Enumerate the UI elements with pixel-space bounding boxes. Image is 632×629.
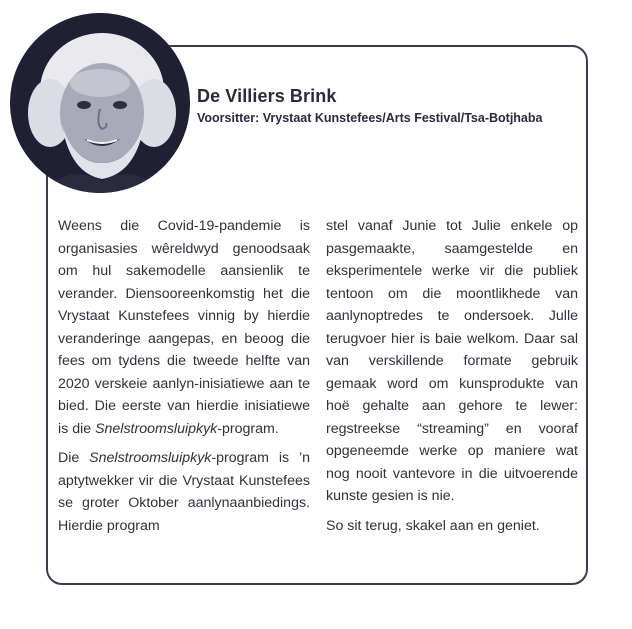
paragraph: stel vanaf Junie tot Julie enkele op pasgemaakte, saamgestelde en eksperimentele werke vir die publiek tentoon om die moontlikhede van aanlynoptredes te ondersoek. Julle terugvoer hier is baie welkom. Daar sal van verskillende formate gebruik gemaak word om kunsprodukte van hoë gehalte aan gehore te lewer: regstreekse “streaming” en vooraf opgeneemde werke op maniere wat nog nooit vantevore in die uitvoerende kunste gesien is nie. [326, 218, 578, 504]
paragraph [58, 215, 310, 440]
person-role: Voorsitter: Vrystaat Kunstefees/Arts Festival/Tsa-Botjhaba [197, 111, 543, 125]
text-column-right [326, 215, 578, 544]
portrait-photo [10, 13, 190, 193]
paragraph-text: -program is ’n aptytwekker vir die Vrystaat Kunstefees se groter Oktober aanlynaanbiedings. Hierdie program [58, 450, 310, 534]
portrait-illustration [10, 13, 190, 193]
paragraph-text: -program. [217, 420, 279, 437]
paragraph-text: Weens die Covid-19-pandemie is organisasies wêreldwyd genoodsaak om hul sakemodelle aansienlik te verander. Diensooreenkomstig het die Vrystaat Kunstefees vinnig by hierdie veranderinge aangepas, en beoog die fees om tydens die tweede helfte van 2020 verskeie aanlyn-inisiatiewe aan te bied. Die eerste van hierdie inisiatiewe is die [58, 218, 310, 437]
paragraph [58, 447, 310, 537]
paragraph-closing: So sit terug, skakel aan en geniet. [326, 517, 540, 534]
paragraph-text: Die [58, 450, 90, 466]
person-name: De Villiers Brink [197, 86, 337, 106]
text-column-left [58, 215, 310, 544]
program-name-italic: Snelstroomsluipkyk [89, 450, 212, 466]
program-name-italic: Snelstroomsluipkyk [95, 420, 218, 437]
